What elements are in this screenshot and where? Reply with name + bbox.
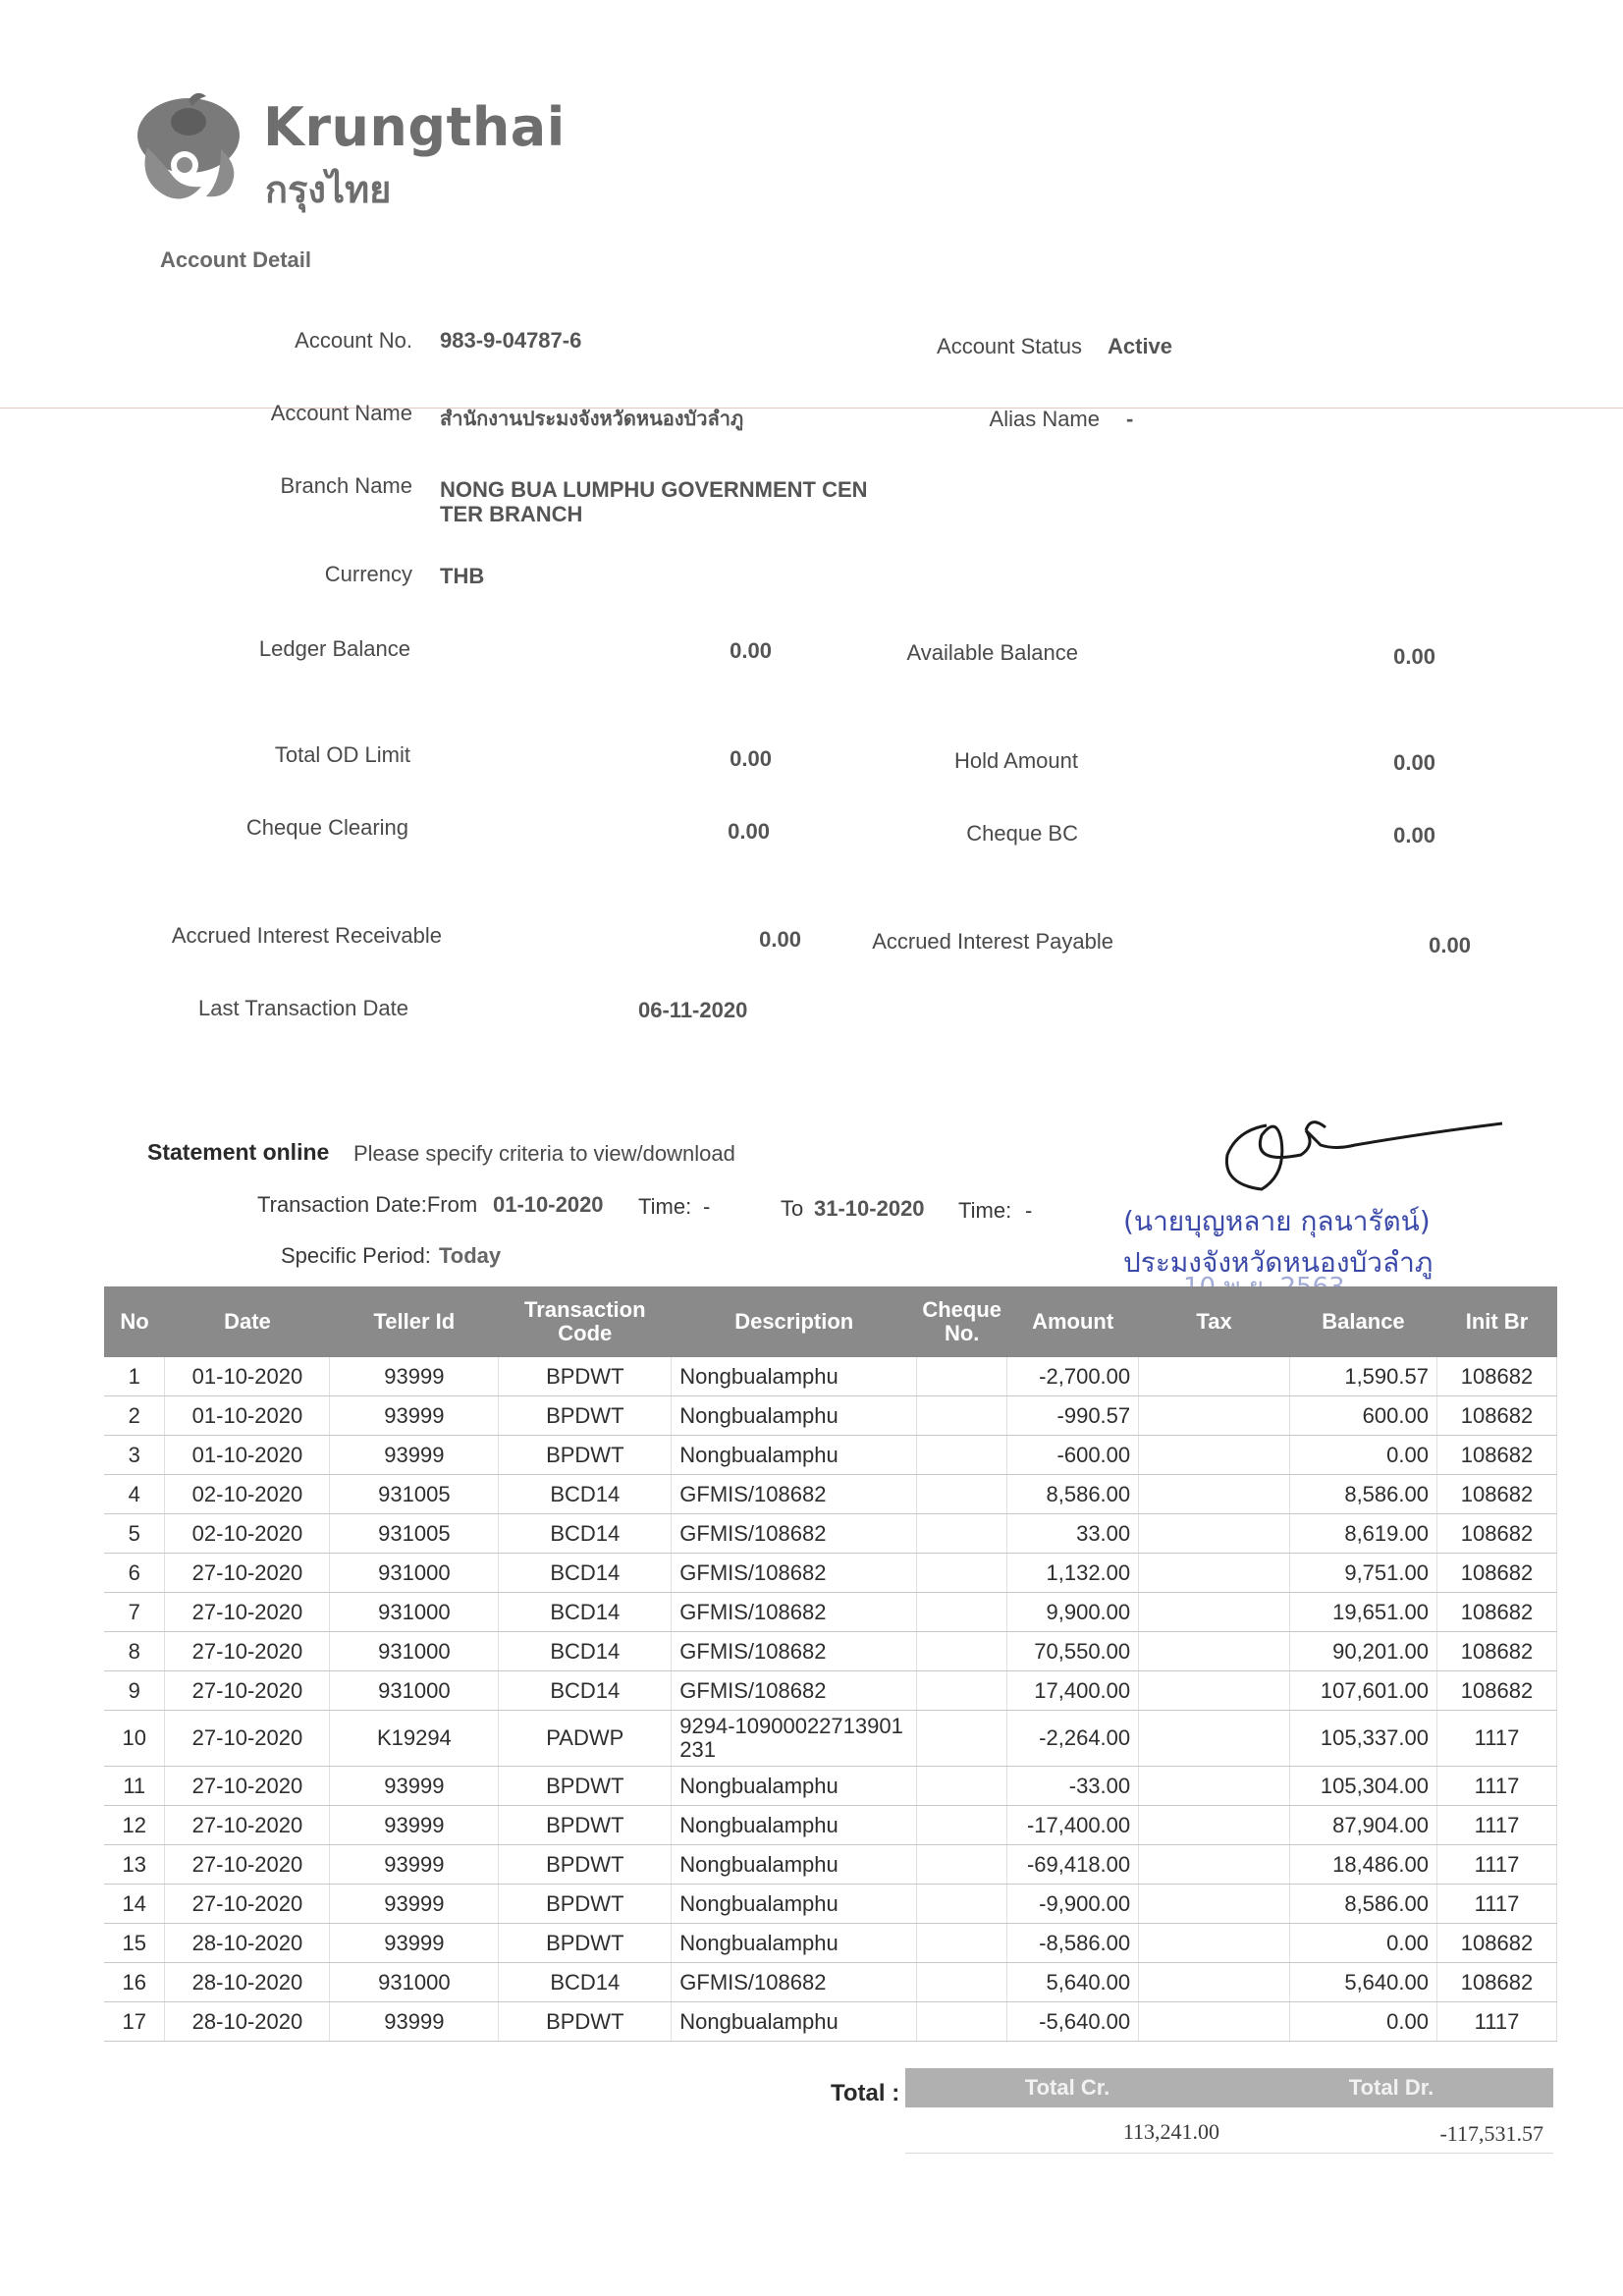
specific-period-field[interactable]: Today	[439, 1243, 502, 1268]
cell-cheque-no	[917, 1767, 1007, 1806]
total-cr-header: Total Cr.	[905, 2068, 1229, 2107]
cell-init-br: 1117	[1436, 2002, 1556, 2042]
total-label: Total :	[831, 2080, 900, 2106]
cell-teller-id: 93999	[330, 2002, 499, 2042]
hold-amount-label: Hold Amount	[954, 748, 1078, 773]
cell-init-br: 108682	[1436, 1963, 1556, 2002]
account-name-value: สำนักงานประมงจังหวัดหนองบัวลำภู	[440, 407, 744, 430]
cell-cheque-no	[917, 1593, 1007, 1632]
cell-transaction-code: BCD14	[499, 1963, 672, 2002]
col-header-description: Description	[672, 1286, 917, 1357]
to-label: To	[781, 1196, 804, 1221]
cell-no: 17	[104, 2002, 165, 2042]
totals-underline	[905, 2153, 1553, 2154]
branch-name-line2: TER BRANCH	[440, 502, 583, 526]
cell-description: GFMIS/108682	[672, 1671, 917, 1711]
total-dr-value: -117,531.57	[1439, 2121, 1543, 2146]
cell-description: Nongbualamphu	[672, 1806, 917, 1845]
time-from-field[interactable]: -	[703, 1194, 711, 1219]
ledger-balance-label: Ledger Balance	[258, 636, 410, 661]
cell-transaction-code: BPDWT	[499, 1924, 672, 1963]
cell-transaction-code: BPDWT	[499, 2002, 672, 2042]
cell-amount: -990.57	[1007, 1396, 1139, 1436]
cell-tax	[1139, 1593, 1290, 1632]
cell-teller-id: 931000	[330, 1554, 499, 1593]
cell-init-br: 1117	[1436, 1885, 1556, 1924]
cell-init-br: 108682	[1436, 1396, 1556, 1436]
cell-init-br: 1117	[1436, 1767, 1556, 1806]
cell-teller-id: 931000	[330, 1963, 499, 2002]
cell-tax	[1139, 1436, 1290, 1475]
date-from-field[interactable]: 01-10-2020	[493, 1192, 604, 1217]
cell-balance: 105,304.00	[1290, 1767, 1437, 1806]
cell-init-br: 108682	[1436, 1924, 1556, 1963]
cell-balance: 600.00	[1290, 1396, 1437, 1436]
cell-date: 28-10-2020	[165, 1963, 330, 2002]
cell-date: 27-10-2020	[165, 1767, 330, 1806]
table-row	[104, 1711, 1557, 1767]
account-no-value: 983-9-04787-6	[440, 328, 582, 353]
cell-amount: -5,640.00	[1007, 2002, 1139, 2042]
cell-teller-id: 931005	[330, 1514, 499, 1554]
cell-cheque-no	[917, 1845, 1007, 1885]
cell-tax	[1139, 1514, 1290, 1554]
cell-tax	[1139, 1963, 1290, 2002]
col-header-date: Date	[165, 1286, 330, 1357]
cell-balance: 0.00	[1290, 2002, 1437, 2042]
cell-amount: 33.00	[1007, 1514, 1139, 1554]
cell-transaction-code: BPDWT	[499, 1845, 672, 1885]
cell-description: Nongbualamphu	[672, 1357, 917, 1396]
cell-cheque-no	[917, 1924, 1007, 1963]
cell-tax	[1139, 1806, 1290, 1845]
total-od-limit-label: Total OD Limit	[274, 742, 410, 767]
cell-cheque-no	[917, 1514, 1007, 1554]
cell-balance: 105,337.00	[1290, 1711, 1437, 1767]
table-row	[104, 1767, 1557, 1806]
cell-cheque-no	[917, 1357, 1007, 1396]
cell-cheque-no	[917, 1632, 1007, 1671]
cell-init-br: 1117	[1436, 1711, 1556, 1767]
cell-no: 5	[104, 1514, 165, 1554]
section-title: Account Detail	[160, 247, 312, 272]
col-header-init-br: Init Br	[1436, 1286, 1556, 1357]
cell-date: 27-10-2020	[165, 1806, 330, 1845]
cell-tax	[1139, 1671, 1290, 1711]
cell-init-br: 108682	[1436, 1475, 1556, 1514]
account-name-label: Account Name	[270, 401, 412, 425]
col-header-no: No	[104, 1286, 165, 1357]
cell-teller-id: 93999	[330, 1767, 499, 1806]
cell-transaction-code: BPDWT	[499, 1767, 672, 1806]
cell-no: 10	[104, 1711, 165, 1767]
garuda-logo-icon	[128, 88, 255, 206]
cell-teller-id: 931000	[330, 1632, 499, 1671]
cell-no: 1	[104, 1357, 165, 1396]
cell-teller-id: 93999	[330, 1396, 499, 1436]
cell-description: GFMIS/108682	[672, 1593, 917, 1632]
cell-amount: -33.00	[1007, 1767, 1139, 1806]
signature-image	[1208, 1106, 1522, 1214]
cell-transaction-code: BPDWT	[499, 1885, 672, 1924]
cell-balance: 90,201.00	[1290, 1632, 1437, 1671]
accrued-interest-receivable-value: 0.00	[759, 927, 801, 952]
cell-teller-id: 93999	[330, 1357, 499, 1396]
alias-name-label: Alias Name	[989, 407, 1100, 431]
col-header-balance: Balance	[1290, 1286, 1437, 1357]
time-from-label: Time:	[638, 1194, 692, 1219]
time-to-field[interactable]: -	[1025, 1198, 1033, 1223]
cell-tax	[1139, 1632, 1290, 1671]
cell-no: 8	[104, 1632, 165, 1671]
cheque-clearing-value: 0.00	[728, 819, 770, 844]
cell-cheque-no	[917, 1885, 1007, 1924]
cell-no: 15	[104, 1924, 165, 1963]
cell-date: 27-10-2020	[165, 1632, 330, 1671]
table-row	[104, 1593, 1557, 1632]
cell-init-br: 1117	[1436, 1845, 1556, 1885]
cell-balance: 5,640.00	[1290, 1963, 1437, 2002]
cell-no: 4	[104, 1475, 165, 1514]
cell-amount: -2,264.00	[1007, 1711, 1139, 1767]
cell-transaction-code: BPDWT	[499, 1357, 672, 1396]
account-no-label: Account No.	[295, 328, 412, 353]
accrued-interest-receivable-label: Accrued Interest Receivable	[171, 923, 442, 948]
time-to-label: Time:	[958, 1198, 1012, 1223]
bank-logo	[128, 88, 255, 206]
cell-cheque-no	[917, 1475, 1007, 1514]
cheque-bc-value: 0.00	[1393, 823, 1435, 847]
table-row	[104, 1845, 1557, 1885]
col-header-teller-id: Teller Id	[330, 1286, 499, 1357]
cell-no: 9	[104, 1671, 165, 1711]
cell-balance: 18,486.00	[1290, 1845, 1437, 1885]
cell-description: GFMIS/108682	[672, 1514, 917, 1554]
cell-teller-id: 931005	[330, 1475, 499, 1514]
cell-date: 27-10-2020	[165, 1593, 330, 1632]
cell-teller-id: 93999	[330, 1845, 499, 1885]
account-status-label: Account Status	[937, 334, 1082, 358]
cell-description: Nongbualamphu	[672, 1885, 917, 1924]
cheque-bc-label: Cheque BC	[966, 821, 1078, 846]
available-balance-value: 0.00	[1393, 644, 1435, 669]
cell-init-br: 108682	[1436, 1593, 1556, 1632]
cell-no: 13	[104, 1845, 165, 1885]
currency-value: THB	[440, 564, 485, 588]
handwritten-signature-icon	[1208, 1106, 1522, 1214]
table-row	[104, 1632, 1557, 1671]
branch-name-label: Branch Name	[280, 473, 412, 498]
cell-init-br: 108682	[1436, 1671, 1556, 1711]
cell-description: Nongbualamphu	[672, 1924, 917, 1963]
table-row	[104, 1436, 1557, 1475]
cell-cheque-no	[917, 1711, 1007, 1767]
cell-amount: -8,586.00	[1007, 1924, 1139, 1963]
signer-position: ประมงจังหวัดหนองบัวลำภู	[1123, 1246, 1434, 1279]
cell-amount: -2,700.00	[1007, 1357, 1139, 1396]
cell-init-br: 108682	[1436, 1436, 1556, 1475]
total-dr-header: Total Dr.	[1229, 2068, 1553, 2107]
cell-balance: 0.00	[1290, 1436, 1437, 1475]
cell-transaction-code: BCD14	[499, 1554, 672, 1593]
cell-amount: 70,550.00	[1007, 1632, 1139, 1671]
cell-amount: 17,400.00	[1007, 1671, 1139, 1711]
transaction-table	[104, 1286, 1557, 2042]
cell-no: 12	[104, 1806, 165, 1845]
cell-amount: 5,640.00	[1007, 1963, 1139, 2002]
cell-amount: 1,132.00	[1007, 1554, 1139, 1593]
table-row	[104, 1554, 1557, 1593]
cell-amount: -9,900.00	[1007, 1885, 1139, 1924]
cell-balance: 8,619.00	[1290, 1514, 1437, 1554]
cell-cheque-no	[917, 1963, 1007, 2002]
cell-date: 28-10-2020	[165, 1924, 330, 1963]
cell-description: Nongbualamphu	[672, 1396, 917, 1436]
cheque-clearing-label: Cheque Clearing	[245, 815, 408, 840]
cell-amount: -69,418.00	[1007, 1845, 1139, 1885]
col-header-cheque-no: Cheque No.	[917, 1286, 1007, 1357]
cell-no: 2	[104, 1396, 165, 1436]
cell-date: 01-10-2020	[165, 1396, 330, 1436]
cell-description: 9294-10900022713901231	[672, 1711, 917, 1767]
cell-description: Nongbualamphu	[672, 1436, 917, 1475]
cell-no: 14	[104, 1885, 165, 1924]
bank-name-en: Krungthai	[263, 96, 566, 158]
table-row	[104, 1885, 1557, 1924]
cell-balance: 19,651.00	[1290, 1593, 1437, 1632]
cell-no: 11	[104, 1767, 165, 1806]
cell-description: GFMIS/108682	[672, 1632, 917, 1671]
available-balance-label: Available Balance	[906, 640, 1078, 665]
cell-date: 27-10-2020	[165, 1845, 330, 1885]
table-row	[104, 1514, 1557, 1554]
cell-no: 6	[104, 1554, 165, 1593]
table-header-row	[104, 1286, 1557, 1357]
cell-tax	[1139, 1767, 1290, 1806]
cell-balance: 8,586.00	[1290, 1475, 1437, 1514]
cell-transaction-code: BPDWT	[499, 1436, 672, 1475]
table-row	[104, 1475, 1557, 1514]
cell-teller-id: 93999	[330, 1924, 499, 1963]
table-row	[104, 1963, 1557, 2002]
accrued-interest-payable-label: Accrued Interest Payable	[872, 929, 1113, 954]
cell-date: 02-10-2020	[165, 1514, 330, 1554]
table-row	[104, 2002, 1557, 2042]
cell-tax	[1139, 1396, 1290, 1436]
cell-transaction-code: BCD14	[499, 1593, 672, 1632]
date-to-field[interactable]: 31-10-2020	[814, 1196, 925, 1221]
last-transaction-date-label: Last Transaction Date	[197, 996, 408, 1020]
cell-init-br: 108682	[1436, 1514, 1556, 1554]
cell-init-br: 1117	[1436, 1806, 1556, 1845]
cell-balance: 1,590.57	[1290, 1357, 1437, 1396]
cell-description: GFMIS/108682	[672, 1963, 917, 2002]
cell-teller-id: 93999	[330, 1806, 499, 1845]
hold-amount-value: 0.00	[1393, 750, 1435, 775]
cell-amount: 9,900.00	[1007, 1593, 1139, 1632]
cell-balance: 9,751.00	[1290, 1554, 1437, 1593]
ledger-balance-value: 0.00	[730, 638, 772, 663]
cell-date: 27-10-2020	[165, 1671, 330, 1711]
cell-no: 7	[104, 1593, 165, 1632]
table-row	[104, 1396, 1557, 1436]
accrued-interest-payable-value: 0.00	[1429, 933, 1471, 957]
cell-teller-id: 93999	[330, 1885, 499, 1924]
cell-transaction-code: BCD14	[499, 1671, 672, 1711]
last-transaction-date-value: 06-11-2020	[638, 998, 748, 1022]
transaction-date-label: Transaction Date:From	[257, 1192, 478, 1217]
cell-tax	[1139, 1554, 1290, 1593]
table-row	[104, 1806, 1557, 1845]
cell-cheque-no	[917, 1554, 1007, 1593]
cell-balance: 0.00	[1290, 1924, 1437, 1963]
cell-description: Nongbualamphu	[672, 2002, 917, 2042]
cell-amount: 8,586.00	[1007, 1475, 1139, 1514]
account-status-value: Active	[1108, 334, 1173, 358]
statement-title: Statement online	[147, 1139, 330, 1165]
cell-transaction-code: BCD14	[499, 1475, 672, 1514]
cell-date: 27-10-2020	[165, 1711, 330, 1767]
statement-hint: Please specify criteria to view/download	[353, 1141, 735, 1166]
cell-init-br: 108682	[1436, 1357, 1556, 1396]
cell-tax	[1139, 1711, 1290, 1767]
cell-date: 01-10-2020	[165, 1357, 330, 1396]
table-row	[104, 1924, 1557, 1963]
cell-date: 01-10-2020	[165, 1436, 330, 1475]
total-cr-value: 113,241.00	[1122, 2119, 1219, 2144]
cell-balance: 8,586.00	[1290, 1885, 1437, 1924]
alias-name-value: -	[1126, 407, 1134, 431]
cell-date: 02-10-2020	[165, 1475, 330, 1514]
cell-transaction-code: PADWP	[499, 1711, 672, 1767]
col-header-transaction-code: Transaction Code	[499, 1286, 672, 1357]
cell-transaction-code: BPDWT	[499, 1806, 672, 1845]
cell-no: 3	[104, 1436, 165, 1475]
cell-tax	[1139, 1357, 1290, 1396]
cell-cheque-no	[917, 2002, 1007, 2042]
cell-cheque-no	[917, 1396, 1007, 1436]
cell-transaction-code: BCD14	[499, 1514, 672, 1554]
total-od-limit-value: 0.00	[730, 746, 772, 771]
col-header-amount: Amount	[1007, 1286, 1139, 1357]
cell-amount: -17,400.00	[1007, 1806, 1139, 1845]
cell-tax	[1139, 1845, 1290, 1885]
table-row	[104, 1357, 1557, 1396]
cell-date: 27-10-2020	[165, 1554, 330, 1593]
cell-init-br: 108682	[1436, 1554, 1556, 1593]
signer-name: (นายบุญหลาย กุลนารัตน์)	[1123, 1205, 1431, 1237]
specific-period-label: Specific Period:	[281, 1243, 431, 1268]
cell-description: GFMIS/108682	[672, 1554, 917, 1593]
cell-cheque-no	[917, 1436, 1007, 1475]
cell-cheque-no	[917, 1671, 1007, 1711]
cell-teller-id: 93999	[330, 1436, 499, 1475]
cell-transaction-code: BPDWT	[499, 1396, 672, 1436]
cell-balance: 107,601.00	[1290, 1671, 1437, 1711]
cell-description: Nongbualamphu	[672, 1767, 917, 1806]
cell-teller-id: K19294	[330, 1711, 499, 1767]
bank-name-th: กรุงไทย	[265, 168, 392, 211]
cell-tax	[1139, 2002, 1290, 2042]
cell-description: Nongbualamphu	[672, 1845, 917, 1885]
cell-tax	[1139, 1924, 1290, 1963]
cell-tax	[1139, 1885, 1290, 1924]
cell-transaction-code: BCD14	[499, 1632, 672, 1671]
table-row	[104, 1671, 1557, 1711]
cell-date: 28-10-2020	[165, 2002, 330, 2042]
cell-init-br: 108682	[1436, 1632, 1556, 1671]
table-body	[104, 1357, 1557, 2042]
cell-teller-id: 931000	[330, 1671, 499, 1711]
cell-description: GFMIS/108682	[672, 1475, 917, 1514]
cell-date: 27-10-2020	[165, 1885, 330, 1924]
cell-balance: 87,904.00	[1290, 1806, 1437, 1845]
currency-label: Currency	[324, 562, 412, 586]
cell-cheque-no	[917, 1806, 1007, 1845]
cell-amount: -600.00	[1007, 1436, 1139, 1475]
cell-no: 16	[104, 1963, 165, 2002]
branch-name-line1: NONG BUA LUMPHU GOVERNMENT CEN	[440, 477, 868, 502]
cell-teller-id: 931000	[330, 1593, 499, 1632]
cell-tax	[1139, 1475, 1290, 1514]
col-header-tax: Tax	[1139, 1286, 1290, 1357]
